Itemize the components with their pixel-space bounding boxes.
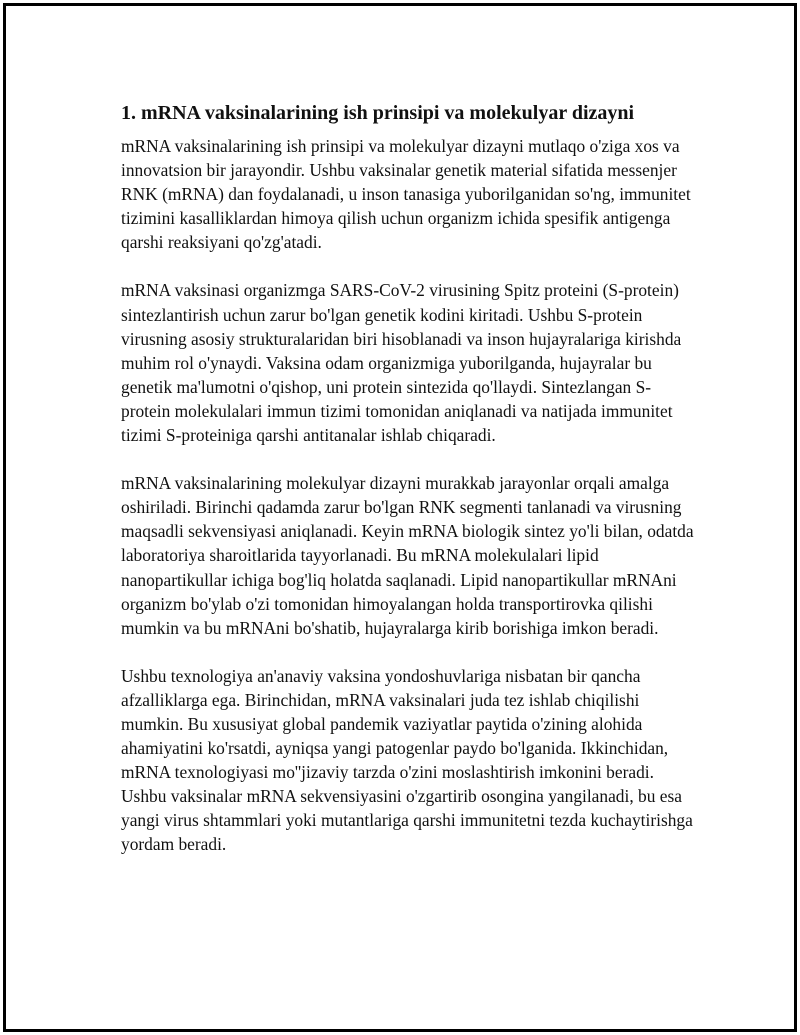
paragraph-molecular-design: mRNA vaksinalarining molekulyar dizayni murakkab jarayonlar orqali amalga oshiriladi. Birinchi qadamda zarur bo'lgan RNK segmenti tanlanadi va virusning maqsadli sekvensiyasi aniqlanadi. Keyin mRNA biologik sintez yo'li bilan, odatda laboratoriya sharoitlarida tayyorlanadi. Bu mRNA molekulalari lipid nanopartikullar ichiga bog'liq holatda saqlanadi. Lipid nanopartikullar mRNAni organizm bo'ylab o'zi tomonidan himoyalangan holda transportirovka qilishi mumkin va bu mRNAni bo'shatib, hujayralarga kirib borishiga imkon beradi. xyxy=(121,473,694,638)
page-frame xyxy=(3,3,797,1032)
document-body xyxy=(121,100,696,857)
paragraph-advantages: Ushbu texnologiya an'anaviy vaksina yondoshuvlariga nisbatan bir qancha afzalliklarga ega. Birinchidan, mRNA vaksinalari juda tez ishlab chiqilishi mumkin. Bu xususiyat global pandemik vaziyatlar paytida o'zining alohida ahamiyatini ko'rsatdi, ayniqsa yangi patogenlar paydo bo'lganida. Ikkinchidan, mRNA texnologiyasi mo''jizaviy tarzda o'zini moslashtirish imkonini beradi. Ushbu vaksinalar mRNA sekvensiyasini o'zgartirib osongina yangilanadi, bu esa yangi virus shtammlari yoki mutantlariga qarshi immunitetni tezda kuchaytirishga yordam beradi. xyxy=(121,665,693,855)
paragraph-s-protein: mRNA vaksinasi organizmga SARS-CoV-2 virusining Spitz proteini (S-protein) sintezlantirish uchun zarur bo'lgan genetik kodini kiritadi. Ushbu S-protein virusning asosiy strukturalaridan biri hisoblanadi va inson hujayralariga kirishda muhim rol o'ynaydi. Vaksina odam organizmiga yuborilganda, hujayralar bu genetik ma'lumotni o'qishop, uni protein sintezida qo'llaydi. Sintezlangan S-protein molekulalari immun tizimi tomonidan aniqlanadi va natijada immunitet tizimi S-proteiniga qarshi antitanalar ishlab chiqaradi. xyxy=(121,280,682,446)
section-heading: 1. mRNA vaksinalarining ish prinsipi va molekulyar dizayni xyxy=(121,102,635,124)
paragraph-intro: mRNA vaksinalarining ish prinsipi va molekulyar dizayni mutlaqo o'ziga xos va innovatsion bir jarayondir. Ushbu vaksinalar genetik material sifatida messenjer RNK (mRNA) dan foydalanadi, u inson tanasiga yuborilganidan so'ng, immunitet tizimini kasalliklardan himoya qilish uchun organizm ichida spesifik antigenga qarshi reaksiyani qo'zg'atadi. xyxy=(121,136,691,253)
